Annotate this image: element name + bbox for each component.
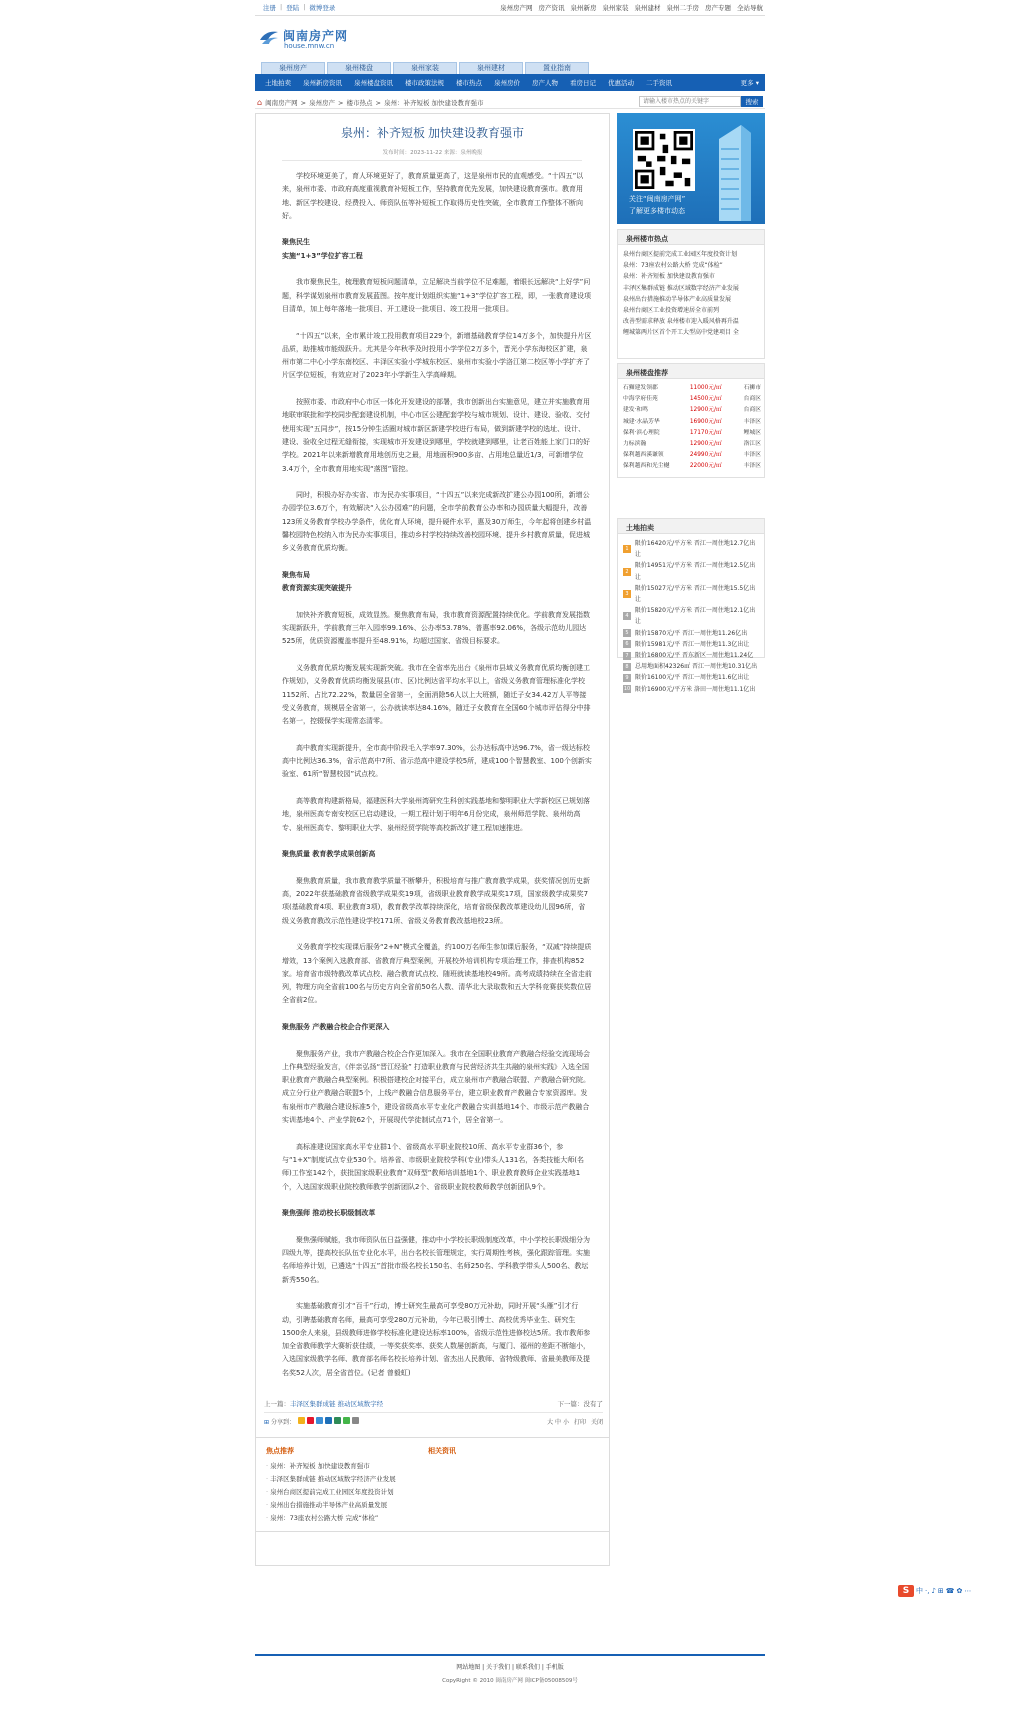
nav-item[interactable]: 泉州房价 <box>494 79 520 87</box>
qr-caption: 了解更多楼市动态 <box>629 207 685 215</box>
separator: | <box>303 3 306 11</box>
nav-item[interactable]: 楼市热点 <box>456 79 482 87</box>
close-button[interactable]: 关闭 <box>590 1419 603 1426</box>
breadcrumb-item[interactable]: 闽南房产网 <box>265 99 298 107</box>
section-heading: 聚焦质量 教育教学成果创新高 <box>282 850 376 859</box>
qr-code-icon <box>633 129 695 191</box>
wechat-share-icon[interactable] <box>343 1417 350 1424</box>
paragraph: 义务教育优质均衡发展实现新突破。我市在全省率先出台《泉州市县域义务教育优质均衡创建工作规划》，义务教育优质均衡发展县(市、区)比例达省平均水平以上，省级义务教育管理标准化学校1152所、占比72.22%，数量居全省第一，全面消除56人以上大班额，随迁子女34.42万人平等接受义务教育，规模居全省第一，公办就读率达84.16%，随迁子女教育在全国60个城市评估得分中排名第一，控辍保学实现常态清零。 <box>282 663 591 726</box>
paragraph: “十四五”以来，全市累计竣工投用教育项目229个，新增基础教育学位14万多个，加快提升片区品质，助推城市能级跃升。尤其是今年秋季及时投用小学学位2万多个，晋光小学东海校区扩建，泉州市第二中心小学东南校区、丰泽区实验小学城东校区、泉州市实验小学洛江第二校区等小学扩齐了片区学位短板，有效应对了2023年小学新生入学高峰期。 <box>282 331 592 380</box>
table-row[interactable] <box>623 450 761 461</box>
site-logo[interactable] <box>255 20 765 56</box>
rank-badge: 9 <box>623 674 631 682</box>
weibo-login-link[interactable]: 微博登录 <box>309 4 336 12</box>
nav-item[interactable]: 土地拍卖 <box>265 79 291 87</box>
plus-icon: ⊞ <box>264 1419 270 1426</box>
table-row[interactable] <box>623 394 761 405</box>
rank-badge: 3 <box>623 590 631 598</box>
rank-badge: 5 <box>623 629 631 637</box>
area: 台商区 <box>743 407 761 414</box>
channel-tabs <box>255 62 765 74</box>
logo-icon <box>258 26 280 48</box>
item-text: 限价16800元/平 晋东新区一周住地11.24亿 <box>635 652 754 660</box>
nav-item[interactable]: 楼市政策法规 <box>405 79 444 87</box>
breadcrumb <box>257 98 484 107</box>
article-body <box>282 170 592 1380</box>
project-name: 保利越西溪谦领 <box>623 452 664 459</box>
home-icon: ⌂ <box>257 98 263 107</box>
list-item[interactable]: · 泉州：73座农村公路大桥 完成“体检” <box>266 1512 396 1525</box>
prev-article-link[interactable]: 丰泽区集群成链 推动区域数字经 <box>290 1400 384 1408</box>
breadcrumb-separator: > <box>338 98 344 107</box>
article-meta: 发布时间：2023-11-22 来源：泉州晚报 <box>382 150 483 156</box>
sogou-logo-icon: S <box>898 1585 914 1597</box>
rank-badge: 1 <box>623 545 631 553</box>
price: 12900元/㎡ <box>689 407 722 414</box>
renren-share-icon[interactable] <box>325 1417 332 1424</box>
paragraph: 聚焦教育质量，我市教育教学质量不断攀升，积极培育与推广教育教学成果，获奖情况创历史新高，2022年获基础教育省级教学成果奖19项，省级职业教育教学成果奖17项，国家级教学成果奖7项(基础教育4项、职业教育3项)，教育教学改革持续深化，培育省级保教改革建设幼儿园96所，省级义务教育教改示范性建设学校171所、省级义务教育教改基地校23所。 <box>282 876 590 925</box>
table-row[interactable] <box>623 417 761 428</box>
font-size-toggle[interactable]: 大 中 小 <box>547 1419 569 1426</box>
area: 丰泽区 <box>743 463 761 470</box>
rank-badge: 4 <box>623 612 631 620</box>
register-link[interactable]: 注册 <box>263 4 276 12</box>
top-bar <box>255 0 765 16</box>
weibo-share-icon[interactable] <box>307 1417 314 1424</box>
price: 22000元/㎡ <box>689 463 722 470</box>
hot-news-box <box>617 229 765 359</box>
skin-icon[interactable]: ✿ <box>956 1587 963 1595</box>
breadcrumb-separator: > <box>375 98 381 107</box>
item-text: 限价15981元/平 晋江一周住地11.3亿出让 <box>635 640 750 648</box>
chevron-down-icon: ▾ <box>755 79 759 87</box>
nav-item[interactable]: 看房日记 <box>570 79 596 87</box>
top-link[interactable]: 房产专题 <box>705 4 731 12</box>
list-item[interactable]: 改善型需求释放 泉州楼市迎入暖风格再升温 <box>623 318 739 326</box>
paragraph: 按照市委、市政府中心市区一体化开发建设的部署，我市创新出台实施意见，建立并实施教育用地联审联批和学校同步配套建设机制，中心市区公建配套学校与城市规划、设计、建设、验收、交付使用实现“五同步”，按15分钟生活圈对城市新区新建学校进行布局，做到新建学校的选址、设计、建设、验收全过程无缝衔接，实现城市开发建设到哪里，学校就建到哪里，让老百姓能上家门口的好学校。2021年以来新增教育用地创历史之最，用地面积900多亩、占用地总量近1/3，可新增学位3.4万个，全市教育用地实现“落图”管控。 <box>282 398 590 473</box>
box-title: 泉州楼市热点 <box>618 230 764 245</box>
rank-badge: 7 <box>623 652 631 660</box>
item-text: 限价16900元/平方米 洛田一周住地11.1亿出 <box>635 685 756 693</box>
search-button[interactable]: 搜索 <box>741 96 763 107</box>
nav-item[interactable]: 房产人物 <box>532 79 558 87</box>
punctuation-icon[interactable]: ·, <box>925 1587 930 1595</box>
logo-domain: house.mnw.cn <box>284 42 335 50</box>
article-title: 泉州：补齐短板 加快建设教育强市 <box>340 126 524 140</box>
more-icon[interactable]: ⋯ <box>964 1587 972 1595</box>
list-item[interactable] <box>623 661 759 672</box>
ime-mode[interactable]: 中 <box>916 1587 923 1595</box>
paragraph: 高标准建设国家高水平专业群1个、省级高水平职业院校10所、高水平专业群36个，参与“1+X”制度试点专业530个。培养省、市级职业院校学科(专业)带头人131名，各类技能大师(名师)工作室142个，获批国家级职业教育“双师型”教师培训基地1个、职业教育教师企业实践基地1个，入选国家级职业院校教师教学创新团队2个、省级职业院校教师教学创新团队9个。 <box>282 1142 584 1191</box>
item-text: 限价16100元/平 晋江一周住地11.6亿出让 <box>635 674 750 682</box>
list-item[interactable] <box>623 605 759 627</box>
list-item[interactable] <box>623 684 759 695</box>
next-article-label: 下一篇：没有了 <box>557 1400 603 1408</box>
breadcrumb-separator: > <box>300 98 307 107</box>
channel-tab[interactable]: 泉州楼盘 <box>327 62 391 74</box>
focus-title: 焦点推荐 <box>266 1447 294 1455</box>
area: 洛江区 <box>743 441 761 448</box>
rank-badge: 2 <box>623 568 631 576</box>
area: 丰泽区 <box>743 418 761 425</box>
table-row[interactable] <box>623 405 761 416</box>
toolbox-icon[interactable]: ☎ <box>945 1587 955 1595</box>
share-bar <box>264 1417 603 1427</box>
list-item[interactable] <box>623 538 759 560</box>
list-item[interactable]: 鲤城第两片区首个开工大型高中党建项目 全 <box>623 329 739 337</box>
item-text: 限价14951元/平方米 晋江一周住地12.5亿出让 <box>634 562 756 581</box>
paragraph: 我市聚焦民生，梳理教育短板问题清单，立足解决当前学位不足难题，着眼长远解决“上好学”问题，科学谋划泉州市教育发展蓝图。按年度计划组织实施“1+3”学位扩容工程，即，一张教育建设项目清单，加上每年落地一批项目、开工建设一批项目、竣工投用一批项目。 <box>282 278 592 313</box>
table-row[interactable] <box>623 439 761 450</box>
project-name: 保利越西和光尘樾 <box>623 463 670 470</box>
list-item[interactable] <box>623 628 759 639</box>
section-heading: 聚焦民生 <box>282 238 310 247</box>
channel-tab[interactable]: 泉州家装 <box>393 62 457 74</box>
breadcrumb-bar <box>255 95 765 109</box>
section-heading: 教育资源实现突破提升 <box>282 584 352 593</box>
main-nav <box>255 74 765 91</box>
table-row[interactable] <box>623 428 761 439</box>
top-link[interactable]: 泉州家装 <box>602 4 629 12</box>
channel-tab[interactable]: 置业指南 <box>525 62 589 74</box>
login-link[interactable]: 登陆 <box>286 4 300 12</box>
footer <box>255 1654 765 1694</box>
top-link[interactable]: 泉州新房 <box>570 4 597 12</box>
box-title: 土地拍卖 <box>618 519 764 534</box>
price: 24990元/㎡ <box>689 452 722 459</box>
divider <box>264 1412 603 1413</box>
list-item[interactable] <box>623 583 759 605</box>
related-title: 相关资讯 <box>428 1447 456 1455</box>
qr-caption: 关注“闽南房产网” <box>629 195 686 203</box>
section-heading: 聚焦布局 <box>282 570 310 579</box>
nav-more-label: 更多 <box>740 79 754 87</box>
project-name: 力标滨瀚 <box>623 441 647 448</box>
section-heading: 实施“1+3”学位扩容工程 <box>282 251 363 260</box>
list-item[interactable]: 泉州出台措施推动半导体产业高质量发展 <box>623 295 732 303</box>
rank-badge: 10 <box>623 686 631 693</box>
section-heading: 聚焦服务 产教融合校企合作更深入 <box>282 1023 390 1031</box>
top-link[interactable]: 泉州建材 <box>634 4 661 12</box>
building-icon <box>711 119 757 221</box>
top-link[interactable]: 全站导航 <box>737 4 763 12</box>
list-item[interactable]: · 丰泽区集群成链 推动区域数字经济产业发展 <box>266 1473 396 1486</box>
top-link[interactable]: 泉州房产网 <box>500 4 533 12</box>
box-title: 泉州楼盘推荐 <box>618 364 764 379</box>
focus-list <box>266 1460 396 1525</box>
price: 12900元/㎡ <box>689 441 722 448</box>
share-icons <box>298 1417 359 1424</box>
area: 鲤城区 <box>743 429 761 436</box>
tencent-share-icon[interactable] <box>316 1417 323 1424</box>
search-input[interactable] <box>639 96 741 107</box>
list-item[interactable]: · 泉州：补齐短板 加快建设教育强市 <box>266 1460 396 1473</box>
paragraph: 同时，积极办好办实省、市为民办实事项目，“十四五”以来完成新改扩建公办园100所，新增公办园学位3.6万个，有效解决“入公办园难”的问题，全市学前教育公办率和办园质量大幅提升，改善123所义务教育学校办学条件，优化育人环境，提升硬件水平，惠及30万师生，今年起将创建乡村温馨校园特色校纳入市为民办实事项目，推动乡村学校持续改善校园环境、提升乡村教育质量，促进城乡义务教育优质均衡。 <box>282 491 592 553</box>
print-button[interactable]: 打印 <box>573 1419 586 1426</box>
item-text: 限价15027元/平方米 晋江一周住地15.5亿出让 <box>634 584 756 604</box>
qr-promo <box>617 113 765 224</box>
keyboard-icon[interactable]: ⊞ <box>937 1587 944 1595</box>
price: 17170元/㎡ <box>689 429 722 436</box>
list-item[interactable]: 泉州：补齐短板 加快建设教育强市 <box>623 273 715 281</box>
paragraph: 义务教育学校实现课后服务“2+N”模式全覆盖，约100万名师生参加课后服务，“双减”持续提质增效，13个案例入选教育部、省教育厅典型案例，开展校外培训机构专项治理工作，排查机构852家。培育省市级特教改革试点校、融合教育试点校、随班就读基地校49所。高考成绩持续在全省走前列，物理方向全省前100名与历史方向全省前50名人数、清华北大录取数和五大学科竞赛获奖数位居全省前2位。 <box>282 943 592 1005</box>
item-text: 限价15870元/平 晋江一周住地11.26亿出 <box>635 629 748 637</box>
land-auction-box <box>617 518 765 693</box>
related-panel <box>255 1437 610 1532</box>
recommend-box <box>617 363 765 478</box>
list-item[interactable]: 泉州台商区提前完成工业园区年度投资计划 <box>623 251 738 258</box>
prev-label: 上一篇： <box>264 1400 290 1408</box>
area: 丰泽区 <box>743 452 761 459</box>
list-item[interactable]: 丰泽区集群成链 推动区域数字经济产业发展 <box>623 284 739 292</box>
price: 14500元/㎡ <box>689 396 722 403</box>
nav-more[interactable] <box>741 78 759 87</box>
article-panel <box>255 113 610 1566</box>
douban-share-icon[interactable] <box>334 1417 341 1424</box>
area: 石狮市 <box>743 385 761 391</box>
ime-toolbar[interactable] <box>898 1585 1016 1597</box>
paragraph: 聚焦服务产业，我市产教融合校企合作更加深入。我市在全国职业教育产教融合经验交流现场会上作典型经验发言，《伴亲弘扬“晋江经验” 打造职业教育与民营经济共生共融的泉州实践》入选全国职业教育产教融合典型案例。积极搭建校企对接平台，成立泉州市产教融合联盟、产教融合研究院。成立分行业产教融合联盟5个，上线产教融合信息服务平台，建立职业教育产教融合专家资源库。发布泉州市产教融合建设标准5个，建设省级高水平专业化产教融合实训基地14个、市级示范产教融合实训基地4个、产业学院62个，开展现代学徒制试点71个，居全省第一。 <box>282 1049 590 1125</box>
nav-item[interactable]: 优惠活动 <box>608 79 634 87</box>
paragraph: 高中教育实现新提升，全市高中阶段毛入学率97.30%，公办达标高中达96.7%，省一级达标校高中比例达36.3%，省示范高中7所、省示范高中建设学校5所，建成100个智慧教室、100个创新实验室、61所“智慧校园”试点校。 <box>282 743 592 779</box>
area: 台商区 <box>743 396 761 403</box>
item-text: 限价16420元/平方米 晋江一周住地12.7亿出让 <box>634 540 756 559</box>
list-item[interactable] <box>623 639 759 650</box>
nav-item[interactable]: 泉州楼盘资讯 <box>354 79 393 87</box>
project-name: 建发·和鸣 <box>623 407 649 414</box>
project-name: 中海学府佳苑 <box>623 396 658 403</box>
top-links <box>500 3 763 12</box>
list-item[interactable] <box>623 560 759 582</box>
item-text: 总用地面积42326㎡ 晋江一周住地10.31亿出 <box>635 663 758 671</box>
qzone-share-icon[interactable] <box>298 1417 305 1424</box>
prev-next <box>264 1399 603 1408</box>
item-text: 限价15820元/平方米 晋江一周住地12.1亿出让 <box>634 607 756 626</box>
search-box <box>639 96 763 107</box>
logo-title: 闽南房产网 <box>283 29 349 43</box>
rank-badge: 8 <box>623 663 631 671</box>
rank-badge: 6 <box>623 640 631 648</box>
paragraph: 聚焦强师赋能，我市师资队伍日益强健，推动中小学校长职级制度改革，中小学校长职级细分为四级九等，提高校长队伍专业化水平，出台名校长管理规定，实行周期性考核，强化跟踪管理。实施名师培养计划，已遴选“十四五”首批市级名校长150名、名师250名、学科教学带头人500名、教坛新秀550名。 <box>282 1235 590 1284</box>
nav-item[interactable]: 二手资讯 <box>646 79 672 87</box>
breadcrumb-item[interactable]: 泉州房产 <box>309 99 336 107</box>
price: 11000元/㎡ <box>689 385 722 391</box>
project-name: 城建·水晶芳华 <box>623 418 660 425</box>
list-item[interactable] <box>623 672 759 683</box>
more-share-icon[interactable] <box>352 1417 359 1424</box>
list-item[interactable]: · 泉州出台措施推动半导体产业高质量发展 <box>266 1499 396 1512</box>
top-link[interactable]: 泉州二手房 <box>666 4 699 12</box>
list-item[interactable]: 泉州：73座农村公路大桥 完成“体检” <box>623 262 723 270</box>
title-divider <box>282 160 582 161</box>
table-row[interactable] <box>623 383 761 394</box>
breadcrumb-current: 泉州：补齐短板 加快建设教育强市 <box>383 99 484 107</box>
top-link[interactable]: 房产资讯 <box>538 4 565 12</box>
table-row[interactable] <box>623 461 761 472</box>
nav-item[interactable]: 泉州新房资讯 <box>303 79 342 87</box>
footer-links[interactable]: 网站地图 | 关于我们 | 联系我们 | 手机版 <box>456 1664 564 1671</box>
paragraph: 学校环境更美了，育人环境更好了，教育质量更高了，这是泉州市民的直观感受。“十四五”以来，泉州市委、市政府高度重视教育补短板工作，坚持教育优先发展，加快建设教育强市。教育用地、新区学校建设、经费投入、师资队伍等补短板工作取得历史性突破，全市教育工作整体不断向好。 <box>282 172 584 220</box>
list-item[interactable]: · 泉州台商区提前完成工业园区年度投资计划 <box>266 1486 396 1499</box>
paragraph: 实施基础教育引才“百千”行动，博士研究生最高可享受80万元补助，同时开展“头雁”引才行动，引聘基础教育名师，最高可享受280万元补助，今年已吸引博士、高校优秀毕业生、研究生1500余人来泉，县级教师进修学校标准化建设达标率100%，省级示范性进修校达5所。我市教师参加全省教师教学大赛斩获佳绩，一等奖获奖率、获奖人数屡创新高，与厦门、福州的差距不断缩小，入选国家级教学名师、教育部名师名校长培养计划、省杰出人民教师、省特级教师、省最美教师及提名奖52人次，居全省首位。(记者 曾毅虹) <box>282 1302 591 1377</box>
share-label: 分享到： <box>270 1419 295 1426</box>
paragraph: 加快补齐教育短板，成效显然。聚焦教育布局，我市教育资源配置持续优化。学前教育发展指数实现新跃升，学前教育三年入园率99.16%、公办率53.78%、普惠率92.06%，各级示范幼儿园达525所，优质资源覆盖率提升至48.91%，均超过国家、省级目标要求。 <box>282 610 590 646</box>
paragraph: 高等教育构建新格局，福建医科大学泉州湾研究生科创实践基地和黎明职业大学新校区已规划落地，泉州医高专南安校区已启动建设，一期工程计划于明年6月份完成，泉州师范学院、泉州幼高专、泉州医高专、黎明职业大学、泉州经贸学院等高校新改扩建工程加速推进。 <box>282 796 590 832</box>
channel-tab[interactable]: 泉州建材 <box>459 62 523 74</box>
breadcrumb-item[interactable]: 楼市热点 <box>346 99 373 107</box>
price: 16900元/㎡ <box>689 418 722 425</box>
article-tools <box>547 1417 603 1426</box>
recommend-table <box>623 383 761 473</box>
list-item[interactable] <box>623 650 759 661</box>
section-heading: 聚焦强师 推动校长职级制改革 <box>282 1209 376 1218</box>
voice-icon[interactable]: ♪ <box>931 1587 936 1595</box>
list-item[interactable]: 泉州台商区工业投资增速居全市前列 <box>623 307 720 315</box>
channel-tab[interactable]: 泉州房产 <box>261 62 325 74</box>
footer-copyright: CopyRight © 2010 闽南房产网 闽ICP备05008509号 <box>442 1678 578 1684</box>
project-name: 保利·滨心理院 <box>623 429 660 436</box>
project-name: 石狮建发领郡 <box>623 385 658 391</box>
separator: | <box>280 3 283 11</box>
